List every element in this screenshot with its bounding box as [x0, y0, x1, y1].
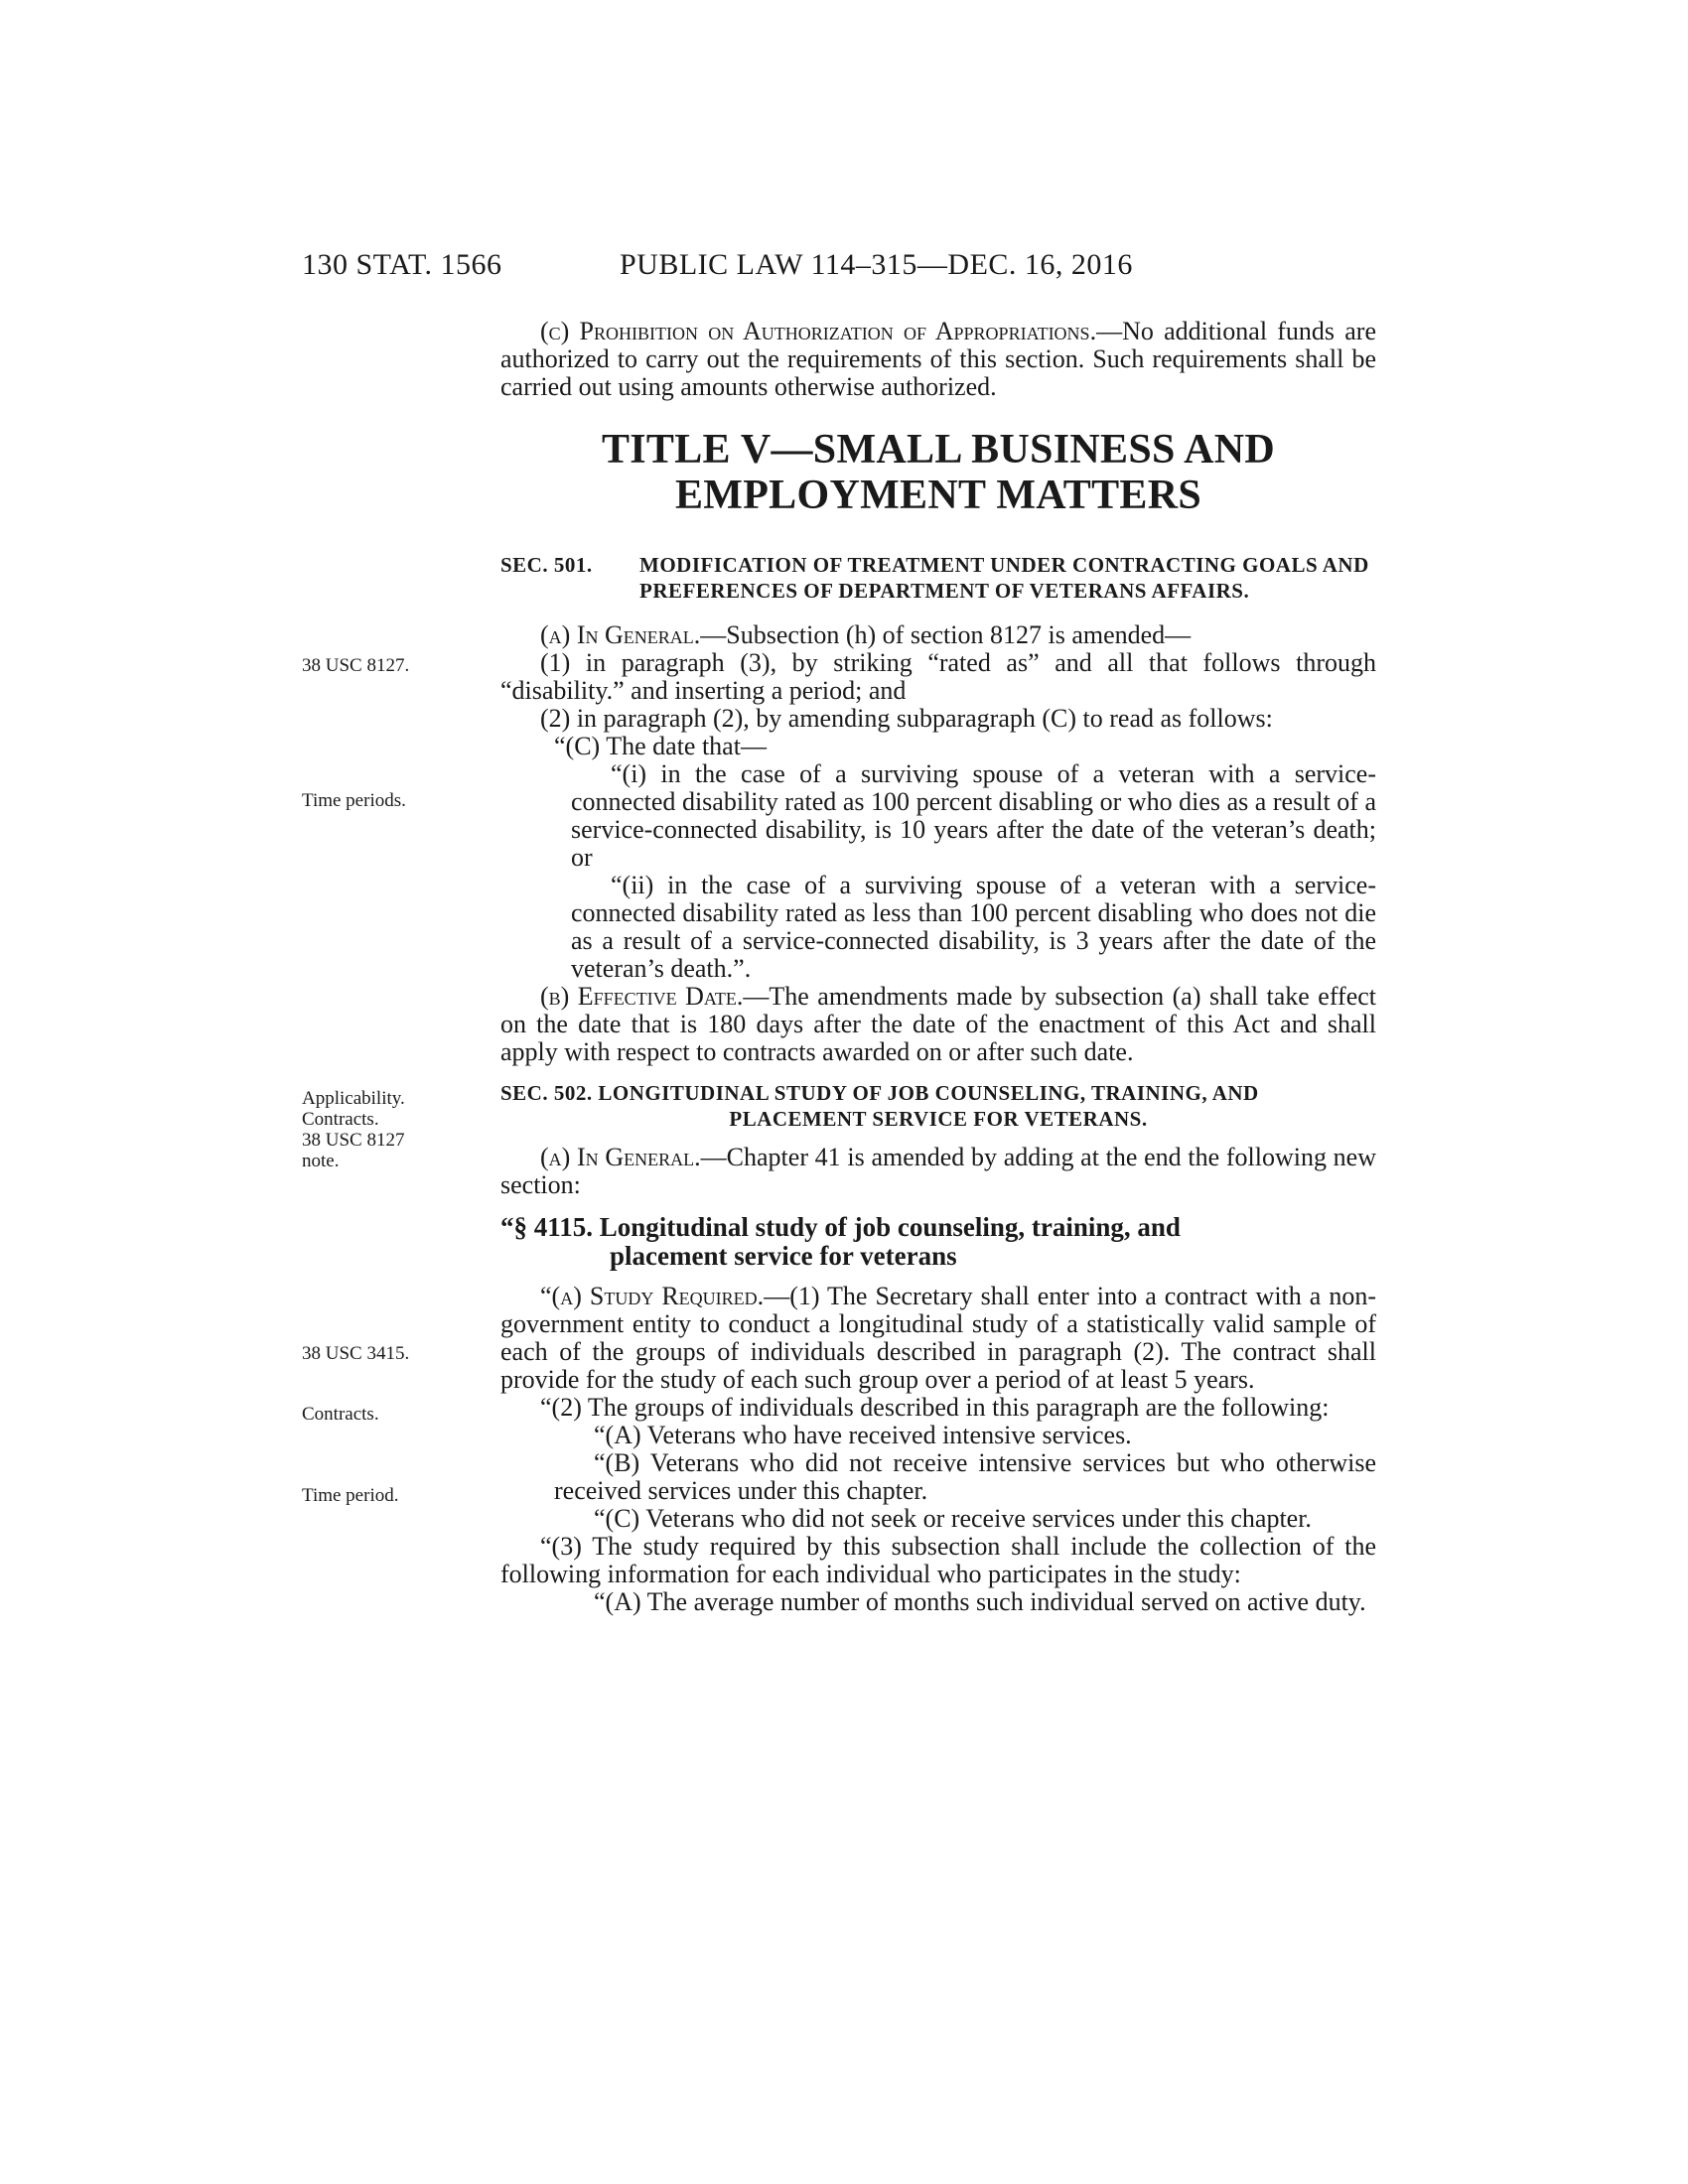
margin-note: note. [302, 1151, 340, 1171]
margin-note: 38 USC 8127 [302, 1130, 405, 1151]
subsection-heading: (a) In General. [540, 1143, 701, 1171]
group-c: “(C) Veterans who did not seek or receive services under this chapter. [594, 1504, 1312, 1533]
title-heading: TITLE V—SMALL BUSINESS AND EMPLOYMENT MATTERS [601, 427, 1276, 518]
subsection-c: (c) Prohibition on Authorization of Appropriations.—No additional funds are authorized to carry out the requirements of this section. Such requirements shall be carried out using amounts otherwise authorized. [500, 317, 1376, 401]
margin-note-block [302, 1088, 431, 1171]
margin-note: Time periods. [302, 790, 406, 811]
margin-note: Contracts. [302, 1404, 379, 1425]
subsection-a: (a) In General.—Subsection (h) of section 8127 is amended— [540, 620, 1192, 649]
paragraph-2-groups: “(2) The groups of individuals described in this paragraph are the following: [540, 1393, 1330, 1422]
subsection-heading: (c) Prohibition on Authorization of Appropriations. [540, 317, 1097, 345]
running-header: PUBLIC LAW 114–315—DEC. 16, 2016 [620, 248, 1133, 281]
clause-i: “(i) in the case of a surviving spouse of a veteran with a service-connected disability rated as 100 percent disabling or who dies as a result of a service-connected disability, is 10 years after the date of the veteran’s death; or [571, 759, 1376, 872]
clause-ii: “(ii) in the case of a surviving spouse of a veteran with a service-connected disability rated as less than 100 percent disabling who does not die as a result of a service-connected disability, is 3 years after the date of the veteran’s death.”. [571, 871, 1376, 983]
group-b: “(B) Veterans who did not receive intensive services but who otherwise received services under this chapter. [554, 1448, 1376, 1505]
group-a: “(A) Veterans who have received intensive services. [594, 1421, 1132, 1449]
subsection-a-502: (a) In General.—Chapter 41 is amended by adding at the end the following new section: [500, 1143, 1376, 1199]
margin-note: 38 USC 8127. [302, 655, 410, 676]
margin-note: Contracts. [302, 1109, 379, 1130]
page-stat-citation: 130 STAT. 1566 [302, 248, 502, 281]
paragraph-3: “(3) The study required by this subsection shall include the collection of the following information for each individual who participates in the study: [500, 1532, 1376, 1588]
page-body [500, 318, 1376, 1616]
subsection-heading: (a) In General. [540, 620, 701, 649]
subsection-heading: (b) Effective Date. [540, 982, 744, 1011]
section-4115-heading: “§ 4115. Longitudinal study of job counseling, training, and placement service for veterans [500, 1212, 1181, 1271]
subsection-b: (b) Effective Date.—The amendments made by subsection (a) shall take effect on the date that is 180 days after the date of the enactment of this Act and shall apply with respect to contracts awarded on or after such date. [500, 982, 1377, 1066]
section-502-heading: SEC. 502. LONGITUDINAL STUDY OF JOB COUNSELING, TRAINING, AND PLACEMENT SERVICE FOR VETERANS. [500, 1081, 1259, 1131]
margin-note: Applicability. [302, 1088, 405, 1109]
subsection-heading: “(a) Study Required. [540, 1282, 765, 1310]
subparagraph-c: “(C) The date that— [554, 732, 767, 760]
section-501-heading: SEC. 501. MODIFICATION OF TREATMENT UNDER CONTRACTING GOALS AND PREFERENCES OF DEPARTMENT OF VETERANS AFFAIRS. [500, 553, 1369, 603]
margin-note: 38 USC 3415. [302, 1343, 410, 1364]
margin-note: Time period. [302, 1485, 399, 1506]
paragraph-2: (2) in paragraph (2), by amending subparagraph (C) to read as follows: [540, 704, 1273, 733]
paragraph-1: (1) in paragraph (3), by striking “rated as” and all that follows through “disability.” and inserting a period; and [500, 648, 1376, 705]
item-a: “(A) The average number of months such individual served on active duty. [594, 1587, 1366, 1616]
study-required: “(a) Study Required.—(1) The Secretary shall enter into a contract with a non-government entity to conduct a longitudinal study of a statistically valid sample of each of the groups of individuals described in paragraph (2). The contract shall provide for the study of each such group over a period of at least 5 years. [500, 1282, 1377, 1394]
